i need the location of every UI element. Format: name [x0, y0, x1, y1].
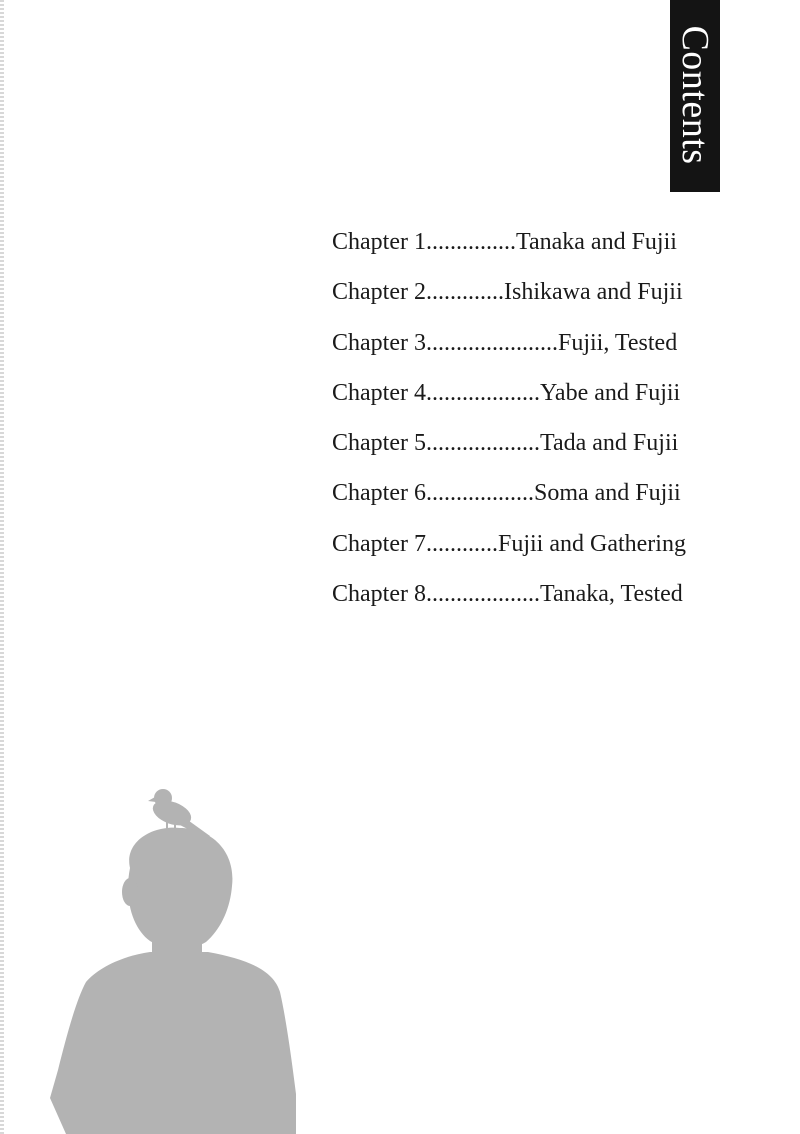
toc-entry[interactable] — [332, 581, 686, 631]
chapter-title: Tanaka and Fujii — [515, 229, 677, 255]
leader-dots: ............ — [425, 530, 498, 557]
chapter-title: Fujii and Gathering — [497, 530, 686, 557]
person-with-bird-silhouette-icon — [0, 770, 310, 1134]
leader-dots: .................. — [425, 480, 534, 507]
leader-dots: ............... — [425, 229, 516, 255]
leader-dots: ............. — [425, 279, 504, 306]
chapter-number: Chapter 6 — [332, 480, 426, 507]
chapter-number: Chapter 2 — [332, 279, 426, 306]
chapter-title: Soma and Fujii — [533, 480, 681, 507]
toc-entry[interactable] — [332, 380, 686, 430]
chapter-title: Yabe and Fujii — [539, 379, 681, 406]
chapter-title: Tanaka, Tested — [539, 581, 683, 608]
toc-entry[interactable] — [332, 480, 686, 530]
toc-entry[interactable] — [332, 279, 686, 329]
chapter-number: Chapter 7 — [332, 530, 426, 557]
leader-dots: ................... — [425, 581, 540, 608]
chapter-number: Chapter 8 — [332, 581, 426, 608]
chapter-number: Chapter 4 — [332, 379, 426, 406]
chapter-number: Chapter 1 — [332, 229, 426, 255]
contents-tab — [670, 0, 720, 192]
toc-entry[interactable] — [332, 531, 686, 581]
chapter-title: Fujii, Tested — [557, 329, 678, 356]
toc-entry[interactable] — [332, 330, 686, 380]
leader-dots: ...................... — [425, 329, 558, 356]
toc-entry[interactable] — [332, 229, 686, 279]
chapter-number: Chapter 3 — [332, 329, 426, 356]
leader-dots: ................... — [425, 379, 540, 406]
chapter-number: Chapter 5 — [332, 430, 426, 457]
leader-dots: ................... — [425, 430, 540, 457]
chapter-title: Ishikawa and Fujii — [503, 279, 683, 306]
page-title: Contents — [674, 25, 716, 165]
toc-entry[interactable] — [332, 430, 686, 480]
table-of-contents — [332, 229, 686, 631]
chapter-title: Tada and Fujii — [539, 430, 679, 457]
